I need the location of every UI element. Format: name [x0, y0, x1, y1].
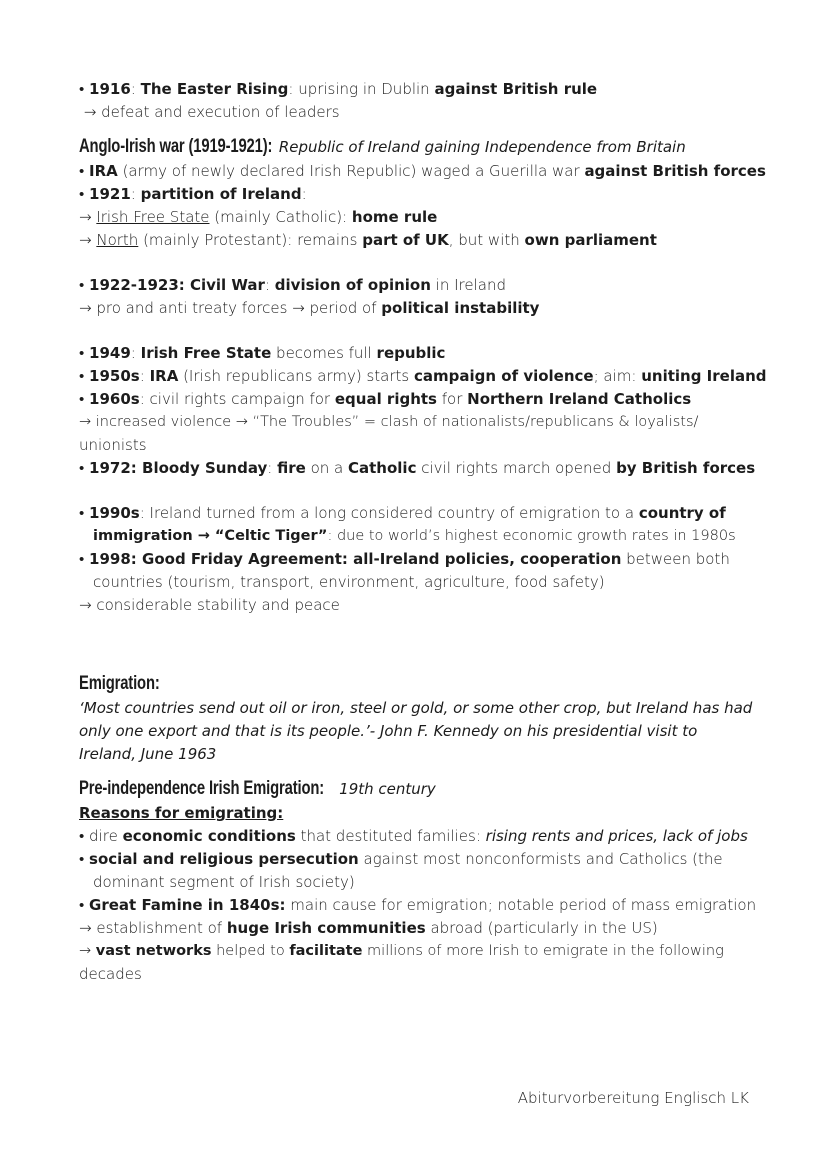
text: millions of more Irish to emigrate in the following: [362, 943, 724, 959]
quote-text: Ireland, June 1963: [79, 745, 217, 763]
emphasis: home rule: [351, 208, 438, 226]
italic-text: rising rents and prices, lack of jobs: [485, 827, 748, 845]
consequence-line: [79, 101, 759, 124]
bullet-mark: •: [79, 390, 85, 408]
text: for: [437, 390, 468, 408]
arrow: →: [79, 208, 97, 226]
north-line: [79, 229, 759, 252]
emphasis: 1922-1923: Civil War: [89, 276, 265, 294]
anglo-irish-war-heading-line: [79, 134, 759, 160]
bullet-mark: •: [79, 367, 85, 385]
text: : due to world’s highest economic growth rates in 1980s: [327, 528, 736, 544]
bullet-mark: •: [79, 896, 85, 914]
pre-independence-heading-line: [79, 776, 759, 802]
emphasis: 1998: Good Friday Agreement: all-Ireland policies, cooperation: [89, 550, 622, 568]
text: (army of newly declared Irish Republic) waged a Guerilla war: [117, 162, 585, 180]
text: (mainly Catholic):: [209, 208, 352, 226]
arrow: →: [79, 231, 97, 249]
bullet-1950s: [79, 365, 767, 388]
text: : uprising in Dublin: [288, 80, 435, 98]
text: against most nonconformists and Catholics (the: [358, 850, 723, 868]
emphasis: equal rights: [334, 390, 437, 408]
event-title: The Easter Rising: [140, 80, 289, 98]
text: civil rights march opened: [416, 459, 617, 477]
emphasis: by British forces: [616, 459, 756, 477]
text: , but with: [448, 231, 525, 249]
bullet-mark: •: [79, 504, 85, 522]
bullet-mark: •: [79, 344, 85, 362]
text: : civil rights campaign for: [139, 390, 335, 408]
underlined-term: Irish Free State: [96, 208, 210, 226]
bullet-mark: •: [79, 827, 85, 845]
emphasis: country of: [638, 504, 726, 522]
text: abroad (particularly in the US): [425, 919, 658, 937]
section-heading: Emigration:: [79, 673, 160, 694]
emphasis: Irish Free State: [140, 344, 272, 362]
text: :: [267, 459, 278, 477]
year: 1960s: [89, 390, 140, 408]
emphasis: against British forces: [584, 162, 766, 180]
bullet-mark: •: [79, 459, 85, 477]
bullet-civil-war: [79, 274, 759, 297]
troubles-line: → increased violence → “The Troubles” = clash of nationalists/republicans & loyalists/: [79, 414, 699, 430]
document-page: [79, 78, 767, 986]
spacer: [79, 252, 759, 274]
text: :: [130, 344, 141, 362]
stability-line: → considerable stability and peace: [79, 596, 340, 614]
bullet-persecution-cont: dominant segment of Irish society): [93, 873, 355, 891]
text: :: [130, 185, 141, 203]
text: between both: [621, 550, 730, 568]
quote-text: ‘Most countries send out oil or iron, steel or gold, or some other crop, but Ireland has had: [79, 699, 753, 717]
text: → pro and anti treaty forces → period of: [79, 299, 382, 317]
emphasis: immigration → “Celtic Tiger”: [93, 528, 328, 544]
spacer: [79, 320, 759, 342]
text: helped to: [211, 943, 290, 959]
bullet-mark: •: [79, 850, 85, 868]
year: 1921: [89, 185, 131, 203]
bullet-mark: •: [79, 185, 85, 203]
bullet-1960s: [79, 388, 759, 411]
year: 1950s: [89, 367, 140, 385]
emphasis: political instability: [381, 299, 540, 317]
quote-text: only one export and that is its people.’- John F. Kennedy on his presidential visit to: [79, 722, 698, 740]
free-state-line: [79, 206, 759, 229]
text: :: [301, 185, 307, 203]
emphasis: against British rule: [434, 80, 598, 98]
text: → establishment of: [79, 919, 227, 937]
spacer: [79, 480, 759, 502]
bullet-mark: •: [79, 276, 85, 294]
text: (mainly Protestant): remains: [138, 231, 363, 249]
emphasis: campaign of violence: [413, 367, 594, 385]
bullet-persecution: [79, 848, 759, 871]
quote-line: [79, 720, 759, 743]
emphasis: facilitate: [289, 943, 363, 959]
reasons-heading: [79, 802, 759, 825]
emphasis: IRA: [89, 162, 118, 180]
troubles-line-cont: unionists: [79, 436, 147, 454]
emphasis: Catholic: [348, 459, 417, 477]
communities-line: [79, 917, 759, 940]
text: :: [264, 276, 275, 294]
footer-label: Abiturvorbereitung Englisch LK: [517, 1089, 749, 1107]
section-subtitle: 19th century: [339, 780, 436, 798]
underlined-term: North: [96, 231, 139, 249]
text: →: [79, 943, 96, 959]
year: 1949: [89, 344, 131, 362]
bullet-1972: [79, 457, 759, 480]
text: becomes full: [271, 344, 377, 362]
emphasis: fire: [277, 459, 306, 477]
text: main cause for emigration; notable period of mass emigration: [285, 896, 757, 914]
quote-line: [79, 697, 759, 720]
text: in Ireland: [430, 276, 506, 294]
spacer: [79, 617, 759, 661]
section-heading: Anglo-Irish war (1919-1921):: [79, 136, 273, 157]
emphasis: Great Famine in 1840s:: [89, 896, 286, 914]
bullet-1921: [79, 183, 759, 206]
networks-line-cont: decades: [79, 965, 142, 983]
emphasis: own parliament: [524, 231, 657, 249]
bullet-1990s: [79, 502, 759, 525]
bullet-1998-cont: countries (tourism, transport, environment, agriculture, food safety): [93, 573, 605, 591]
emphasis: economic conditions: [122, 827, 296, 845]
emphasis: Northern Ireland Catholics: [467, 390, 692, 408]
year: 1990s: [89, 504, 140, 522]
bullet-mark: •: [79, 550, 85, 568]
emphasis: division of opinion: [274, 276, 431, 294]
emphasis: partition of Ireland: [140, 185, 302, 203]
text: : Ireland turned from a long considered country of emigration to a: [139, 504, 639, 522]
bullet-mark: •: [79, 162, 85, 180]
bullet-mark: •: [79, 80, 85, 98]
bullet-1990s-cont: [79, 525, 759, 548]
emphasis: part of UK: [362, 231, 449, 249]
bullet-economic: [79, 825, 759, 848]
section-heading: Pre-independence Irish Emigration:: [79, 778, 325, 799]
bullet-ira: [79, 160, 766, 183]
year: 1916: [89, 80, 131, 98]
civil-war-consequence: [79, 297, 759, 320]
section-subtitle: Republic of Ireland gaining Independence from Britain: [278, 138, 686, 156]
emphasis: social and religious persecution: [89, 850, 359, 868]
emphasis: huge Irish communities: [226, 919, 426, 937]
subheading: Reasons for emigrating:: [79, 804, 284, 822]
text: (Irish republicans army) starts: [178, 367, 414, 385]
text: dire: [89, 827, 123, 845]
emphasis: vast networks: [95, 943, 212, 959]
bullet-famine: [79, 894, 759, 917]
bullet-1998: [79, 548, 759, 571]
emigration-heading-line: [79, 671, 759, 697]
text: that destituted families:: [295, 827, 486, 845]
emphasis: 1972: Bloody Sunday: [89, 459, 268, 477]
quote-line: [79, 743, 759, 766]
emphasis: republic: [376, 344, 446, 362]
text: on a: [305, 459, 348, 477]
text: :: [139, 367, 150, 385]
bullet-1916: [79, 78, 759, 101]
text: → defeat and execution of leaders: [83, 103, 340, 121]
text: ; aim:: [593, 367, 642, 385]
emphasis: IRA: [149, 367, 179, 385]
text: :: [130, 80, 141, 98]
emphasis: uniting Ireland: [641, 367, 767, 385]
bullet-1949: [79, 342, 759, 365]
networks-line: [79, 940, 759, 963]
